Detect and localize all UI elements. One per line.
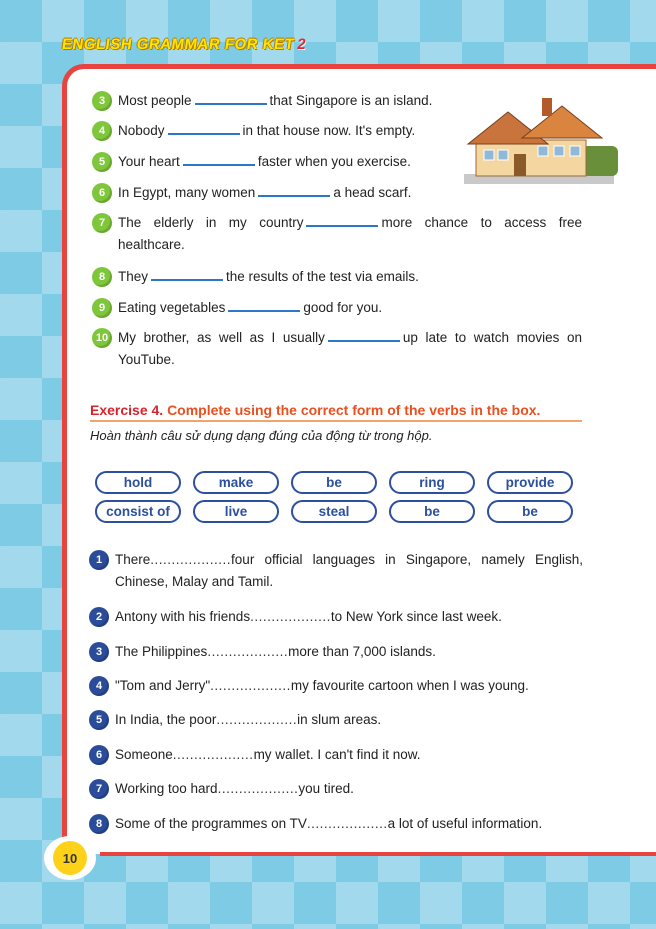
part1-question-3: [92, 90, 582, 112]
book-title: [61, 36, 308, 53]
question-text-after: more than 7,000 islands.: [288, 644, 436, 659]
ex4-question-4: [89, 675, 583, 697]
answer-blank[interactable]: [183, 152, 255, 166]
question-text-before: My brother, as well as I usually: [118, 330, 325, 345]
part1-question-7: [92, 212, 582, 256]
answer-dots[interactable]: ...................: [306, 816, 388, 831]
question-text-before: Antony with his friends: [115, 609, 251, 624]
exercise-4-title: [90, 402, 582, 422]
answer-dots[interactable]: ...................: [150, 552, 232, 567]
question-text-after: in slum areas.: [297, 712, 382, 727]
ex4-question-8: [89, 813, 583, 835]
ex4-question-5: [89, 709, 583, 731]
question-text-before: They: [118, 269, 149, 284]
question-text-after: in that house now. It's empty.: [242, 123, 416, 138]
question-number: 6: [89, 745, 109, 765]
ex4-question-6: [89, 744, 583, 766]
word-box-item[interactable]: provide: [487, 471, 573, 494]
question-text-after: my wallet. I can't find it now.: [253, 747, 421, 762]
word-box-item[interactable]: steal: [291, 500, 377, 523]
question-number: 4: [92, 121, 112, 141]
question-number: 5: [89, 710, 109, 730]
word-box-item[interactable]: consist of: [95, 500, 181, 523]
question-text-before: Most people: [118, 93, 192, 108]
answer-dots[interactable]: ...................: [207, 644, 289, 659]
word-box-item[interactable]: make: [193, 471, 279, 494]
word-box-item[interactable]: hold: [95, 471, 181, 494]
book-title-text: ENGLISH GRAMMAR FOR KET: [60, 36, 296, 53]
question-text-after: a lot of useful information.: [387, 816, 543, 831]
question-text-before: In Egypt, many women: [118, 185, 256, 200]
exercise-label: Exercise 4.: [90, 402, 164, 418]
word-box-item[interactable]: live: [193, 500, 279, 523]
question-text-before: The elderly in my country: [118, 215, 304, 230]
question-number: 1: [89, 550, 109, 570]
word-box-item[interactable]: be: [291, 471, 377, 494]
question-number: 5: [92, 152, 112, 172]
question-text-before: Your heart: [118, 154, 180, 169]
ex4-question-3: [89, 641, 583, 663]
question-text-before: In India, the poor: [115, 712, 217, 727]
question-number: 8: [92, 267, 112, 287]
question-text-before: Someone: [115, 747, 173, 762]
question-text-after: you tired.: [298, 781, 354, 796]
question-text-after: my favourite cartoon when I was young.: [290, 678, 529, 693]
question-text-before: Some of the programmes on TV: [115, 816, 307, 831]
question-number: 3: [92, 91, 112, 111]
answer-blank[interactable]: [328, 328, 400, 342]
answer-blank[interactable]: [168, 121, 240, 135]
question-number: 8: [89, 814, 109, 834]
part1-question-10: [92, 327, 582, 371]
question-text-after: that Singapore is an island.: [269, 93, 433, 108]
answer-dots[interactable]: ...................: [210, 678, 291, 693]
answer-dots[interactable]: ...................: [216, 712, 298, 727]
question-text-before: Nobody: [118, 123, 165, 138]
answer-blank[interactable]: [258, 183, 330, 197]
page-number: 10: [53, 841, 87, 875]
word-box-item[interactable]: be: [487, 500, 573, 523]
question-text-before: Eating vegetables: [118, 300, 226, 315]
question-number: 6: [92, 183, 112, 203]
question-text-before: "Tom and Jerry": [115, 678, 211, 693]
part1-question-4: [92, 120, 582, 142]
part1-question-9: [92, 297, 582, 319]
answer-dots[interactable]: ...................: [217, 781, 299, 796]
question-text-after: four official languages in Singapore, namely English, Chinese, Malay and Tamil.: [115, 552, 583, 589]
question-number: 7: [89, 779, 109, 799]
question-text-after: a head scarf.: [333, 185, 412, 200]
question-number: 9: [92, 298, 112, 318]
question-text-before: The Philippines: [115, 644, 208, 659]
exercise-instruction: Complete using the correct form of the verbs in the box.: [167, 402, 541, 418]
question-text-after: the results of the test via emails.: [226, 269, 419, 284]
part1-question-6: [92, 182, 582, 204]
question-text-after: more chance to access free healthcare.: [118, 215, 582, 252]
answer-blank[interactable]: [306, 213, 378, 227]
question-text-after: up late to watch movies on YouTube.: [118, 330, 582, 367]
answer-dots[interactable]: ...................: [172, 747, 254, 762]
answer-blank[interactable]: [195, 91, 267, 105]
question-text-before: There: [115, 552, 151, 567]
part1-question-8: [92, 266, 582, 288]
ex4-question-7: [89, 778, 583, 800]
word-box-item[interactable]: be: [389, 500, 475, 523]
part1-question-5: [92, 151, 582, 173]
word-box-item[interactable]: ring: [389, 471, 475, 494]
question-number: 10: [92, 328, 112, 348]
question-text-after: good for you.: [303, 300, 383, 315]
answer-blank[interactable]: [151, 267, 223, 281]
page-number-badge: [44, 836, 96, 880]
question-text-before: Working too hard: [115, 781, 218, 796]
exercise-subtitle-vi: Hoàn thành câu sử dụng dạng đúng của động từ trong hộp.: [90, 428, 433, 443]
question-number: 3: [89, 642, 109, 662]
ex4-question-1: [89, 549, 583, 593]
question-text-after: to New York since last week.: [330, 609, 502, 624]
question-number: 7: [92, 213, 112, 233]
question-number: 2: [89, 607, 109, 627]
question-number: 4: [89, 676, 109, 696]
question-text-after: faster when you exercise.: [257, 154, 411, 169]
ex4-question-2: [89, 606, 583, 628]
answer-dots[interactable]: ...................: [250, 609, 331, 624]
card-bottom-divider: [100, 852, 656, 856]
book-number: 2: [296, 36, 308, 53]
answer-blank[interactable]: [228, 298, 300, 312]
